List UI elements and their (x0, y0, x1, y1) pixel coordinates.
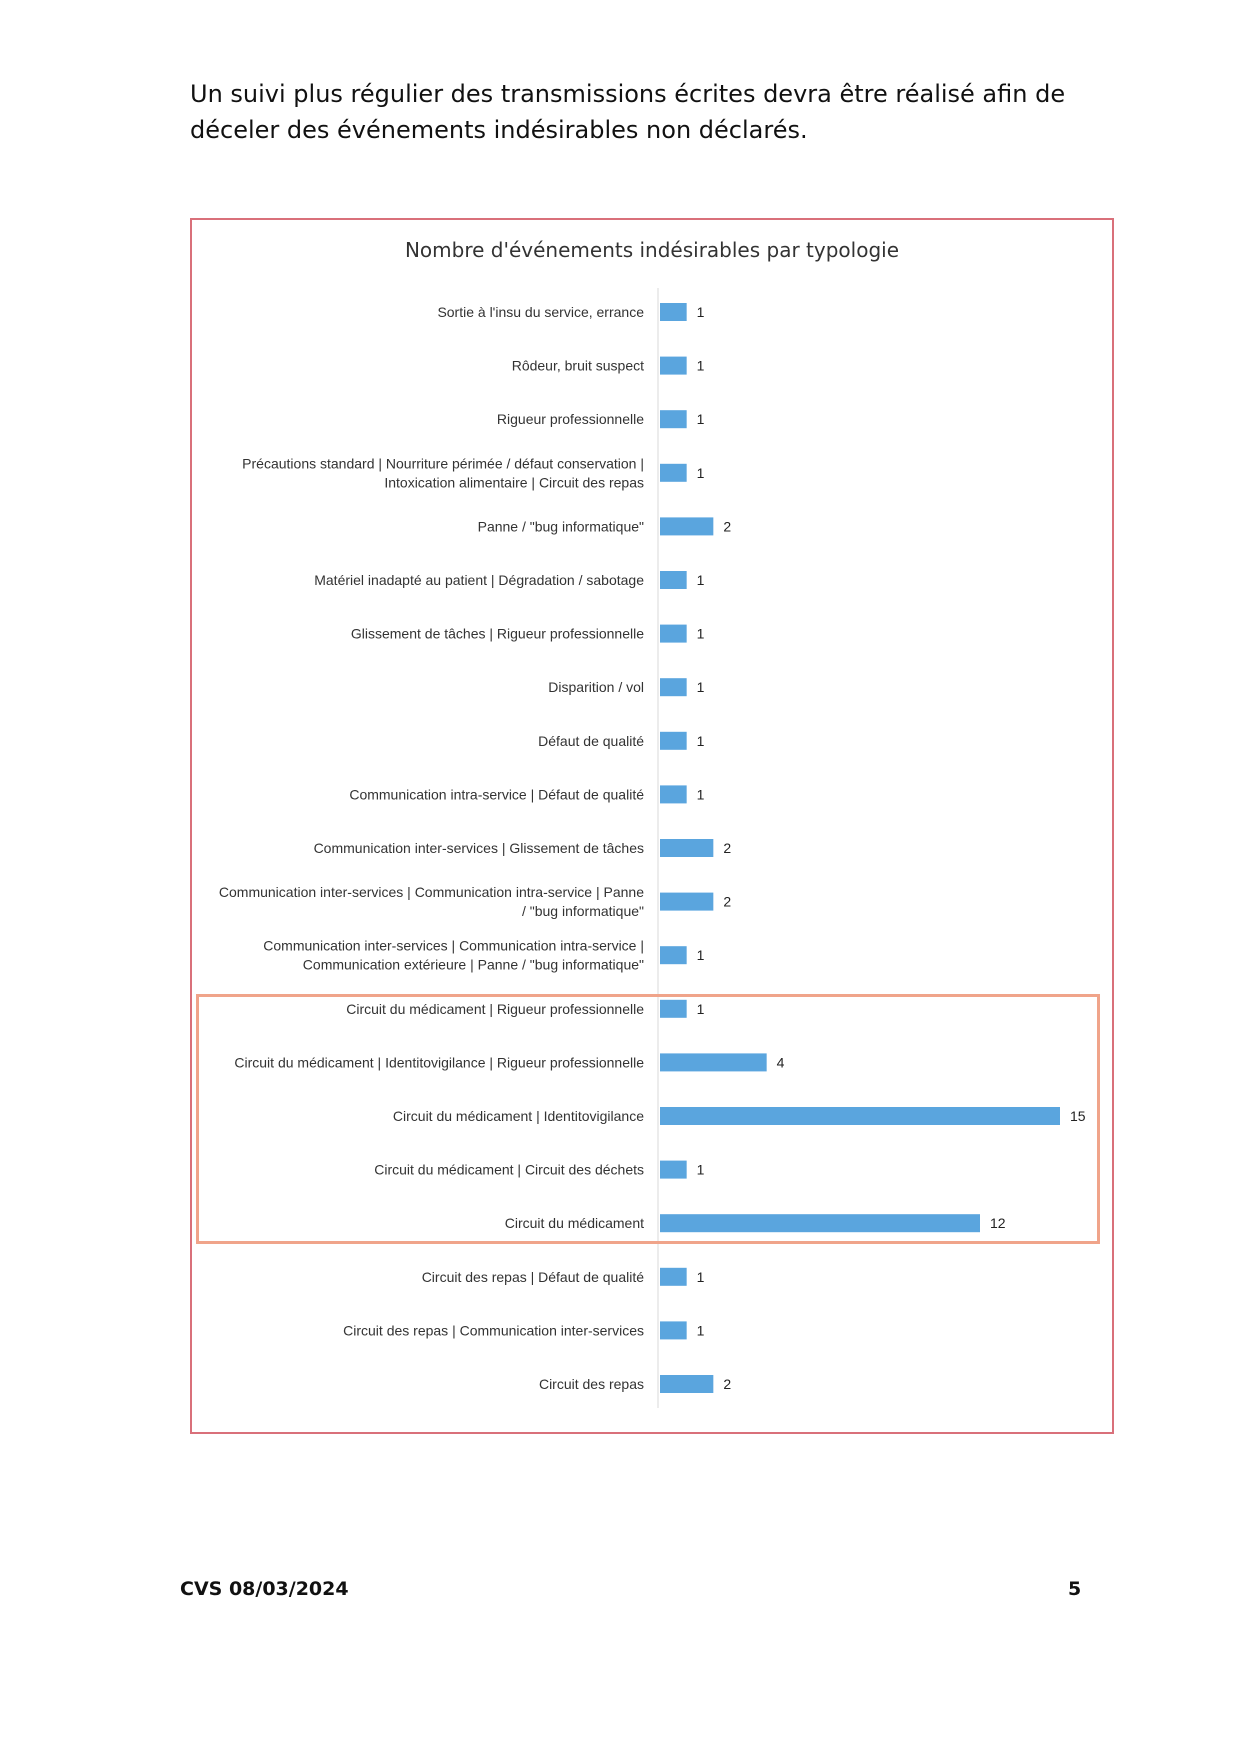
data-label: 4 (776, 1054, 785, 1071)
category-label: Sortie à l'insu du service, errance (437, 304, 644, 320)
bar (660, 732, 687, 750)
data-label: 1 (696, 679, 705, 696)
category-label: Circuit des repas | Communication inter-services (343, 1322, 644, 1339)
category-label: Rigueur professionnelle (496, 411, 644, 428)
category-label: Circuit du médicament | Identitovigilance | Rigueur professionnelle (234, 1054, 644, 1071)
bar (660, 571, 687, 589)
data-label: 1 (696, 572, 705, 588)
category-label: Circuit du médicament | Circuit des déchets (374, 1161, 644, 1178)
bar (660, 357, 687, 375)
category-label: Communication extérieure | Panne / "bug informatique" (302, 956, 644, 973)
category-label: Circuit du médicament (504, 1215, 644, 1232)
category-label: Circuit du médicament | Rigueur professionnelle (346, 1000, 644, 1017)
data-label: 2 (723, 893, 732, 910)
chart-title: Nombre d'événements indésirables par typologie (404, 238, 900, 262)
category-label: Circuit des repas | Défaut de qualité (421, 1268, 644, 1285)
data-label: 1 (696, 464, 705, 481)
bar (660, 1321, 687, 1339)
intro-paragraph: Un suivi plus régulier des transmissions écrites devra être réalisé afin de déceler des événements indésirables non déclarés. (190, 80, 1066, 144)
bar (660, 410, 687, 428)
bar (660, 464, 687, 482)
footer-date: CVS 08/03/2024 (180, 1578, 349, 1600)
data-label: 12 (990, 1215, 1006, 1232)
category-label: Rôdeur, bruit suspect (511, 357, 644, 374)
data-label: 1 (696, 1268, 705, 1285)
category-label: Communication inter-services | Glissement de tâches (313, 840, 644, 856)
bar (660, 517, 713, 535)
bar (660, 625, 687, 643)
data-label: 2 (723, 840, 732, 856)
bar (660, 1268, 687, 1286)
category-label: Circuit des repas (538, 1376, 644, 1392)
data-label: 1 (696, 357, 705, 374)
page-number: 5 (1068, 1578, 1082, 1600)
data-label: 15 (1070, 1108, 1086, 1124)
bar (660, 893, 713, 911)
data-label: 1 (696, 304, 705, 320)
category-label: Circuit du médicament | Identitovigilance (392, 1108, 644, 1124)
category-label: Disparition / vol (548, 679, 644, 696)
data-label: 1 (696, 947, 705, 964)
data-label: 1 (696, 1000, 705, 1017)
category-label: Communication intra-service | Défaut de qualité (349, 786, 644, 803)
data-label: 2 (723, 518, 732, 535)
category-label: Intoxication alimentaire | Circuit des repas (384, 474, 644, 491)
category-label: / "bug informatique" (521, 903, 644, 920)
category-label: Communication inter-services | Communication intra-service | Panne (218, 884, 644, 901)
bar (660, 678, 687, 696)
data-label: 1 (696, 786, 705, 803)
data-label: 1 (696, 1322, 705, 1339)
data-label: 1 (696, 411, 705, 428)
medication-highlight-box (196, 994, 1100, 1244)
bar (660, 839, 713, 857)
data-label: 2 (723, 1376, 732, 1392)
category-label: Communication inter-services | Communication intra-service | (263, 937, 644, 954)
chart-frame (190, 218, 1114, 1434)
category-label: Précautions standard | Nourriture périmée / défaut conservation | (242, 455, 644, 472)
bar (660, 946, 687, 964)
category-label: Défaut de qualité (538, 732, 644, 749)
bar-chart (192, 220, 1112, 1432)
category-label: Glissement de tâches | Rigueur professionnelle (350, 625, 644, 642)
bar (660, 303, 687, 321)
bar (660, 1375, 713, 1393)
data-label: 1 (696, 1161, 705, 1178)
data-label: 1 (696, 625, 705, 642)
category-label: Matériel inadapté au patient | Dégradation / sabotage (314, 572, 644, 588)
bar (660, 785, 687, 803)
data-label: 1 (696, 732, 705, 749)
category-label: Panne / "bug informatique" (477, 518, 644, 535)
